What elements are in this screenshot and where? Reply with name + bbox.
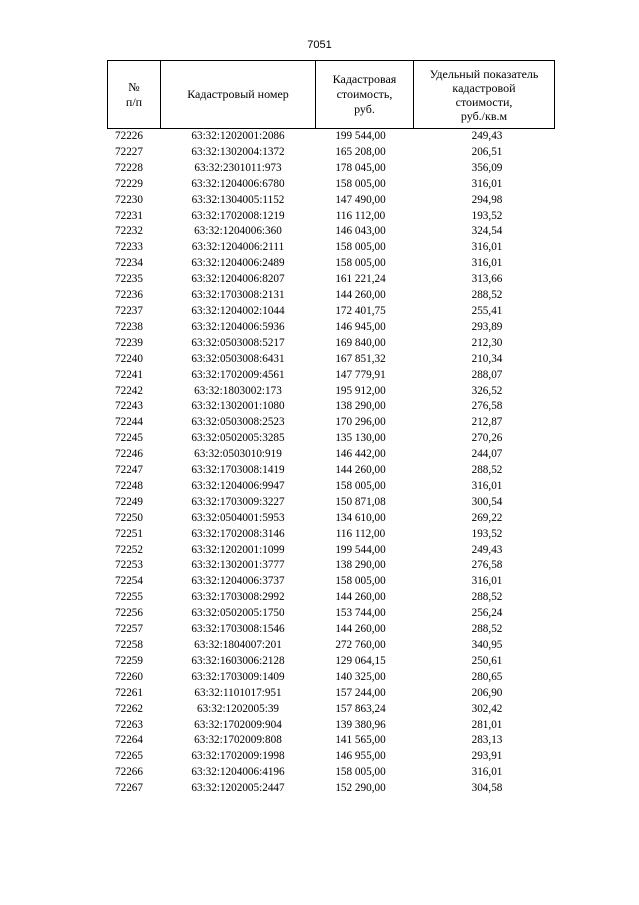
cadastral-cost-cell: 146 442,00 xyxy=(335,448,386,461)
specific-indicator-cell: 255,41 xyxy=(471,304,503,317)
row-number-cell: 72234 xyxy=(115,257,143,270)
row-number-cell: 72254 xyxy=(115,575,143,588)
specific-indicator-cell: 269,22 xyxy=(471,511,503,524)
cadastral-number-cell: 63:32:1702009:4561 xyxy=(191,368,285,381)
cadastral-cost-cell: 144 260,00 xyxy=(335,591,386,604)
specific-indicator-cell: 249,43 xyxy=(471,543,503,556)
table-row xyxy=(108,781,555,797)
row-number-cell: 72249 xyxy=(115,495,143,508)
cadastral-number-cell: 63:32:1702008:1219 xyxy=(191,209,285,222)
table-row xyxy=(108,288,555,304)
specific-indicator-cell: 270,26 xyxy=(471,432,503,445)
cadastral-cost-cell: 158 005,00 xyxy=(335,241,386,254)
header-row xyxy=(108,61,555,129)
cadastral-cost-cell: 147 490,00 xyxy=(335,193,386,206)
row-number-cell: 72245 xyxy=(115,432,143,445)
specific-indicator-cell: 340,95 xyxy=(471,639,503,651)
row-number-cell: 72257 xyxy=(115,623,143,636)
row-number-cell: 72264 xyxy=(115,734,143,747)
cadastral-cost-cell: 158 005,00 xyxy=(335,257,386,270)
specific-indicator-cell: 281,01 xyxy=(471,718,503,731)
table-header xyxy=(108,61,555,129)
cadastral-number-cell: 63:32:1204006:4196 xyxy=(191,766,285,779)
cadastral-number-cell: 63:32:0504001:5953 xyxy=(191,511,285,524)
specific-indicator-cell: 356,09 xyxy=(471,161,503,174)
row-number-cell: 72240 xyxy=(115,352,143,365)
table-row xyxy=(108,638,555,654)
table-row xyxy=(108,256,555,272)
cadastral-cost-cell: 139 380,96 xyxy=(335,718,386,731)
table-row xyxy=(108,415,555,431)
row-number-cell: 72252 xyxy=(115,543,143,556)
cadastral-cost-cell: 135 130,00 xyxy=(335,432,386,445)
cadastral-number-cell: 63:32:1703008:1546 xyxy=(191,623,285,636)
cadastral-cost-cell: 146 043,00 xyxy=(335,225,386,238)
table-row xyxy=(108,240,555,256)
row-number-cell: 72229 xyxy=(115,177,143,190)
specific-indicator-cell: 276,58 xyxy=(471,559,503,572)
cadastral-number-cell: 63:32:0502005:1750 xyxy=(191,607,285,620)
specific-indicator-cell: 313,66 xyxy=(471,273,503,286)
cadastral-cost-cell: 147 779,91 xyxy=(335,368,386,381)
row-number-cell: 72236 xyxy=(115,289,143,302)
cadastral-cost-cell: 172 401,75 xyxy=(335,304,386,317)
cadastral-number-cell: 63:32:1804007:201 xyxy=(194,639,282,651)
cadastral-cost-cell: 161 221,24 xyxy=(335,273,386,286)
table-row xyxy=(108,654,555,670)
cadastral-cost-cell: 178 045,00 xyxy=(335,161,386,174)
table-row xyxy=(108,543,555,559)
row-number-cell: 72233 xyxy=(115,241,143,254)
cadastral-cost-cell: 272 760,00 xyxy=(335,639,386,651)
specific-indicator-cell: 212,87 xyxy=(471,416,503,429)
cadastral-cost-cell: 144 260,00 xyxy=(335,289,386,302)
specific-indicator-cell: 256,24 xyxy=(471,607,503,620)
cadastral-cost-cell: 158 005,00 xyxy=(335,479,386,492)
table-row xyxy=(108,686,555,702)
page-number: 7051 xyxy=(307,39,332,51)
table-row xyxy=(108,574,555,590)
table-row xyxy=(108,129,555,145)
specific-indicator-cell: 324,54 xyxy=(471,225,503,238)
table-row xyxy=(108,527,555,543)
cadastral-number-cell: 63:32:1204006:2489 xyxy=(191,257,285,270)
specific-indicator-cell: 276,58 xyxy=(471,400,503,413)
cadastral-cost-cell: 138 290,00 xyxy=(335,400,386,413)
table-row xyxy=(108,193,555,209)
table-row xyxy=(108,336,555,352)
cadastral-table xyxy=(107,60,555,797)
cadastral-number-cell: 63:32:1204006:8207 xyxy=(191,273,285,286)
header-specific-indicator: Удельный показатель кадастровой стоимости, руб./кв.м xyxy=(414,61,555,129)
specific-indicator-cell: 212,30 xyxy=(471,336,503,349)
specific-indicator-cell: 206,90 xyxy=(471,686,503,699)
cadastral-number-cell: 63:32:1703009:3227 xyxy=(191,495,285,508)
cadastral-number-cell: 63:32:0503008:2523 xyxy=(191,416,285,429)
cadastral-number-cell: 63:32:1204006:3737 xyxy=(191,575,285,588)
specific-indicator-cell: 316,01 xyxy=(471,241,503,254)
cadastral-cost-cell: 152 290,00 xyxy=(335,782,386,795)
cadastral-cost-cell: 199 544,00 xyxy=(335,130,386,142)
specific-indicator-cell: 244,07 xyxy=(471,448,503,461)
row-number-cell: 72246 xyxy=(115,448,143,461)
cadastral-cost-cell: 158 005,00 xyxy=(335,177,386,190)
cadastral-number-cell: 63:32:1702009:904 xyxy=(194,718,282,731)
table-row xyxy=(108,145,555,161)
cadastral-number-cell: 63:32:2301011:973 xyxy=(194,161,282,174)
specific-indicator-cell: 316,01 xyxy=(471,177,503,190)
cadastral-cost-cell: 129 064,15 xyxy=(335,654,386,667)
cadastral-cost-cell: 146 945,00 xyxy=(335,320,386,333)
specific-indicator-cell: 316,01 xyxy=(471,479,503,492)
cadastral-number-cell: 63:32:1204002:1044 xyxy=(191,304,285,317)
cadastral-number-cell: 63:32:1202005:39 xyxy=(196,702,280,715)
cadastral-number-cell: 63:32:1603006:2128 xyxy=(191,654,285,667)
table-row xyxy=(108,765,555,781)
row-number-cell: 72251 xyxy=(115,527,143,540)
cadastral-number-cell: 63:32:1803002:173 xyxy=(194,384,282,397)
row-number-cell: 72232 xyxy=(115,225,143,238)
row-number-cell: 72261 xyxy=(115,686,143,699)
specific-indicator-cell: 193,52 xyxy=(471,527,503,540)
table-row xyxy=(108,368,555,384)
specific-indicator-cell: 316,01 xyxy=(471,257,503,270)
row-number-cell: 72250 xyxy=(115,511,143,524)
row-number-cell: 72243 xyxy=(115,400,143,413)
cadastral-number-cell: 63:32:1703009:1409 xyxy=(191,670,285,683)
row-number-cell: 72248 xyxy=(115,479,143,492)
cadastral-number-cell: 63:32:1204006:6780 xyxy=(191,177,285,190)
row-number-cell: 72256 xyxy=(115,607,143,620)
table-row xyxy=(108,590,555,606)
cadastral-number-cell: 63:32:1302001:1080 xyxy=(191,400,285,413)
table-row xyxy=(108,177,555,193)
cadastral-cost-cell: 150 871,08 xyxy=(335,495,386,508)
cadastral-number-cell: 63:32:1202001:1099 xyxy=(191,543,285,556)
cadastral-number-cell: 63:32:0503008:5217 xyxy=(191,336,285,349)
cadastral-cost-cell: 146 955,00 xyxy=(335,750,386,763)
cadastral-number-cell: 63:32:1702008:3146 xyxy=(191,527,285,540)
specific-indicator-cell: 304,58 xyxy=(471,782,503,795)
table-row xyxy=(108,718,555,734)
specific-indicator-cell: 316,01 xyxy=(471,575,503,588)
header-cadastral-cost: Кадастровая стоимость, руб. xyxy=(316,61,414,129)
table-row xyxy=(108,495,555,511)
cadastral-cost-cell: 144 260,00 xyxy=(335,623,386,636)
row-number-cell: 72265 xyxy=(115,750,143,763)
cadastral-number-cell: 63:32:1702009:808 xyxy=(194,734,282,747)
cadastral-number-cell: 63:32:0502005:3285 xyxy=(191,432,285,445)
specific-indicator-cell: 288,52 xyxy=(471,623,503,636)
table-row xyxy=(108,320,555,336)
cadastral-number-cell: 63:32:1202001:2086 xyxy=(191,130,285,142)
specific-indicator-cell: 288,52 xyxy=(471,464,503,477)
cadastral-cost-cell: 158 005,00 xyxy=(335,575,386,588)
row-number-cell: 72258 xyxy=(115,639,143,651)
table-row xyxy=(108,606,555,622)
table-row xyxy=(108,622,555,638)
table-row xyxy=(108,161,555,177)
specific-indicator-cell: 326,52 xyxy=(471,384,503,397)
cadastral-cost-cell: 134 610,00 xyxy=(335,511,386,524)
cadastral-number-cell: 63:32:1204006:360 xyxy=(194,225,282,238)
cadastral-number-cell: 63:32:1204006:9947 xyxy=(191,479,285,492)
cadastral-cost-cell: 116 112,00 xyxy=(335,209,386,222)
cadastral-cost-cell: 158 005,00 xyxy=(335,766,386,779)
specific-indicator-cell: 288,52 xyxy=(471,591,503,604)
specific-indicator-cell: 210,34 xyxy=(471,352,503,365)
cadastral-number-cell: 63:32:1703008:2131 xyxy=(191,289,285,302)
row-number-cell: 72263 xyxy=(115,718,143,731)
table-row xyxy=(108,384,555,400)
cadastral-cost-cell: 140 325,00 xyxy=(335,670,386,683)
row-number-cell: 72244 xyxy=(115,416,143,429)
row-number-cell: 72235 xyxy=(115,273,143,286)
specific-indicator-cell: 293,91 xyxy=(471,750,503,763)
cadastral-cost-cell: 153 744,00 xyxy=(335,607,386,620)
table-row xyxy=(108,702,555,718)
cadastral-cost-cell: 138 290,00 xyxy=(335,559,386,572)
cadastral-number-cell: 63:32:1302004:1372 xyxy=(191,145,285,158)
table-row xyxy=(108,558,555,574)
cadastral-cost-cell: 169 840,00 xyxy=(335,336,386,349)
table-row xyxy=(108,670,555,686)
row-number-cell: 72241 xyxy=(115,368,143,381)
cadastral-cost-cell: 195 912,00 xyxy=(335,384,386,397)
header-cadastral-number: Кадастровый номер xyxy=(161,61,316,129)
cadastral-cost-cell: 157 863,24 xyxy=(335,702,386,715)
table-row xyxy=(108,479,555,495)
table-row xyxy=(108,733,555,749)
cadastral-number-cell: 63:32:1702009:1998 xyxy=(191,750,285,763)
cadastral-cost-cell: 116 112,00 xyxy=(335,527,386,540)
cadastral-cost-cell: 157 244,00 xyxy=(335,686,386,699)
row-number-cell: 72247 xyxy=(115,464,143,477)
row-number-cell: 72242 xyxy=(115,384,143,397)
specific-indicator-cell: 288,07 xyxy=(471,368,503,381)
specific-indicator-cell: 283,13 xyxy=(471,734,503,747)
cadastral-number-cell: 63:32:1204006:5936 xyxy=(191,320,285,333)
cadastral-number-cell: 63:32:1304005:1152 xyxy=(191,193,285,206)
specific-indicator-cell: 280,65 xyxy=(471,670,503,683)
specific-indicator-cell: 288,52 xyxy=(471,289,503,302)
cadastral-number-cell: 63:32:1703008:1419 xyxy=(191,464,285,477)
row-number-cell: 72237 xyxy=(115,304,143,317)
table-row xyxy=(108,511,555,527)
row-number-cell: 72259 xyxy=(115,654,143,667)
cadastral-cost-cell: 170 296,00 xyxy=(335,416,386,429)
row-number-cell: 72255 xyxy=(115,591,143,604)
table-row xyxy=(108,749,555,765)
row-number-cell: 72226 xyxy=(115,130,143,142)
specific-indicator-cell: 294,98 xyxy=(471,193,503,206)
row-number-cell: 72227 xyxy=(115,145,143,158)
specific-indicator-cell: 206,51 xyxy=(471,145,503,158)
cadastral-cost-cell: 144 260,00 xyxy=(335,464,386,477)
cadastral-cost-cell: 165 208,00 xyxy=(335,145,386,158)
cadastral-number-cell: 63:32:1703008:2992 xyxy=(191,591,285,604)
header-row-number: № п/п xyxy=(108,61,161,129)
table-row xyxy=(108,463,555,479)
row-number-cell: 72238 xyxy=(115,320,143,333)
cadastral-cost-cell: 167 851,32 xyxy=(335,352,386,365)
table-row xyxy=(108,352,555,368)
cadastral-cost-cell: 199 544,00 xyxy=(335,543,386,556)
row-number-cell: 72228 xyxy=(115,161,143,174)
cadastral-number-cell: 63:32:1302001:3777 xyxy=(191,559,285,572)
specific-indicator-cell: 193,52 xyxy=(471,209,503,222)
cadastral-number-cell: 63:32:0503008:6431 xyxy=(191,352,285,365)
specific-indicator-cell: 302,42 xyxy=(471,702,503,715)
row-number-cell: 72231 xyxy=(115,209,143,222)
specific-indicator-cell: 250,61 xyxy=(471,654,503,667)
row-number-cell: 72266 xyxy=(115,766,143,779)
cadastral-number-cell: 63:32:0503010:919 xyxy=(194,448,282,461)
table-row xyxy=(108,399,555,415)
specific-indicator-cell: 316,01 xyxy=(471,766,503,779)
cadastral-number-cell: 63:32:1204006:2111 xyxy=(191,241,285,254)
table-row xyxy=(108,431,555,447)
table-row xyxy=(108,209,555,225)
table-row xyxy=(108,447,555,463)
table-row xyxy=(108,272,555,288)
row-number-cell: 72253 xyxy=(115,559,143,572)
specific-indicator-cell: 300,54 xyxy=(471,495,503,508)
specific-indicator-cell: 249,43 xyxy=(471,130,503,142)
row-number-cell: 72230 xyxy=(115,193,143,206)
table-row xyxy=(108,304,555,320)
row-number-cell: 72239 xyxy=(115,336,143,349)
row-number-cell: 72260 xyxy=(115,670,143,683)
table-body xyxy=(108,129,555,798)
cadastral-cost-cell: 141 565,00 xyxy=(335,734,386,747)
cadastral-number-cell: 63:32:1101017:951 xyxy=(194,686,282,699)
cadastral-number-cell: 63:32:1202005:2447 xyxy=(191,782,285,795)
row-number-cell: 72262 xyxy=(115,702,143,715)
specific-indicator-cell: 293,89 xyxy=(471,320,503,333)
row-number-cell: 72267 xyxy=(115,782,143,795)
table-row xyxy=(108,224,555,240)
